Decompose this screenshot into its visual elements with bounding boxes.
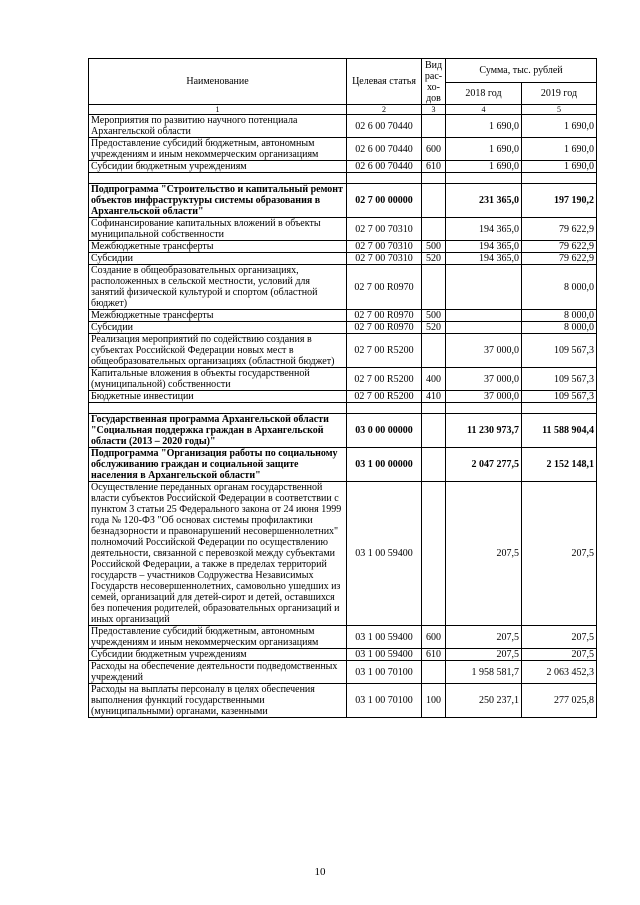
row-vid: [422, 661, 446, 684]
row-2018: 1 690,0: [446, 138, 522, 161]
table-row: [89, 368, 597, 391]
row-name: Мероприятия по развитию научного потенциала Архангельской области: [89, 115, 347, 138]
row-2019: 11 588 904,4: [522, 414, 597, 448]
row-2019: 1 690,0: [522, 138, 597, 161]
row-code: 03 1 00 59400: [347, 649, 422, 661]
table-row: [89, 448, 597, 482]
table-row: [89, 218, 597, 241]
table-row: [89, 265, 597, 310]
row-name: Субсидии: [89, 322, 347, 334]
header-year-2018: 2018 год: [446, 83, 522, 105]
row-2019: 8 000,0: [522, 310, 597, 322]
row-2018: 207,5: [446, 649, 522, 661]
row-name: Расходы на обеспечение деятельности подведомственных учреждений: [89, 661, 347, 684]
row-2019: 8 000,0: [522, 322, 597, 334]
row-2018: 37 000,0: [446, 391, 522, 403]
row-2018: [446, 265, 522, 310]
table-row: [89, 661, 597, 684]
row-2018: 37 000,0: [446, 334, 522, 368]
row-code: 02 7 00 R5200: [347, 391, 422, 403]
table-row: [89, 241, 597, 253]
row-vid: [422, 334, 446, 368]
row-2019: 109 567,3: [522, 368, 597, 391]
page-number: 10: [314, 866, 326, 878]
row-code: 03 1 00 59400: [347, 626, 422, 649]
row-code: 03 0 00 00000: [347, 414, 422, 448]
row-2018: 207,5: [446, 626, 522, 649]
row-code: 03 1 00 70100: [347, 661, 422, 684]
table-row: [89, 684, 597, 718]
table-row: [89, 310, 597, 322]
row-2018: 250 237,1: [446, 684, 522, 718]
row-vid: 600: [422, 138, 446, 161]
row-code: 02 7 00 R0970: [347, 310, 422, 322]
row-code: 02 7 00 R0970: [347, 265, 422, 310]
header-vid: Вид рас- хо- дов: [422, 59, 446, 105]
table-row: [89, 414, 597, 448]
header-year-2019: 2019 год: [522, 83, 597, 105]
row-2019: 109 567,3: [522, 334, 597, 368]
row-2019: 1 690,0: [522, 115, 597, 138]
row-code: 03 1 00 59400: [347, 482, 422, 626]
row-name: Субсидии бюджетным учреждениям: [89, 649, 347, 661]
row-code: 03 1 00 00000: [347, 448, 422, 482]
row-2019: 2 063 452,3: [522, 661, 597, 684]
row-2019: 207,5: [522, 482, 597, 626]
row-vid: [422, 265, 446, 310]
row-2018: 2 047 277,5: [446, 448, 522, 482]
row-2018: 1 690,0: [446, 161, 522, 173]
row-vid: 410: [422, 391, 446, 403]
row-name: Субсидии бюджетным учреждениям: [89, 161, 347, 173]
row-2019: 207,5: [522, 626, 597, 649]
row-vid: [422, 184, 446, 218]
row-vid: [422, 115, 446, 138]
row-name: Межбюджетные трансферты: [89, 241, 347, 253]
header-number: 4: [446, 105, 522, 115]
row-code: 02 7 00 R5200: [347, 334, 422, 368]
row-2018: 207,5: [446, 482, 522, 626]
row-code: 02 7 00 70310: [347, 241, 422, 253]
row-2018: 194 365,0: [446, 241, 522, 253]
table-row: [89, 161, 597, 173]
row-2019: 207,5: [522, 649, 597, 661]
table-row: [89, 184, 597, 218]
row-vid: 500: [422, 241, 446, 253]
row-vid: 500: [422, 310, 446, 322]
row-name: Межбюджетные трансферты: [89, 310, 347, 322]
table-row: [89, 322, 597, 334]
table-row: [89, 138, 597, 161]
row-vid: 520: [422, 322, 446, 334]
row-2019: 1 690,0: [522, 161, 597, 173]
row-code: 02 6 00 70440: [347, 138, 422, 161]
row-code: 03 1 00 70100: [347, 684, 422, 718]
table-row: [89, 115, 597, 138]
row-code: 02 7 00 00000: [347, 184, 422, 218]
row-code: 02 7 00 R5200: [347, 368, 422, 391]
row-name: Подпрограмма "Организация работы по социальному обслуживанию граждан и социальной защите населения в Архангельской области": [89, 448, 347, 482]
row-2018: 194 365,0: [446, 218, 522, 241]
row-name: Осуществление переданных органам государственной власти субъектов Российской Федерации в соответствии с пунктом 3 статьи 25 Федерального закона от 24 июня 1999 года № 120-ФЗ "Об основах системы профилактики безнадзорности и правонарушений несовершеннолетних" полномочий Российской Федерации по осуществлению деятельности, связанной с перевозкой между субъектами Российской Федерации, а также в пределах территорий государств – участников Содружества Независимых Государств несовершеннолетних, самовольно ушедших из семей, организаций для детей-сирот и детей, оставшихся без попечения родителей, образовательных организаций и иных организаций: [89, 482, 347, 626]
row-name: Капитальные вложения в объекты государственной (муниципальной) собственности: [89, 368, 347, 391]
row-2019: 8 000,0: [522, 265, 597, 310]
row-2019: 2 152 148,1: [522, 448, 597, 482]
row-2018: 194 365,0: [446, 253, 522, 265]
row-2019: 109 567,3: [522, 391, 597, 403]
row-name: Реализация мероприятий по содействию создания в субъектах Российской Федерации новых мест в общеобразовательных организациях (областной бюджет): [89, 334, 347, 368]
row-2019: 79 622,9: [522, 241, 597, 253]
budget-table: [88, 58, 597, 718]
row-2018: 1 690,0: [446, 115, 522, 138]
row-2018: 37 000,0: [446, 368, 522, 391]
table-row: [89, 253, 597, 265]
row-2019: 277 025,8: [522, 684, 597, 718]
row-name: Предоставление субсидий бюджетным, автономным учреждениям и иным некоммерческим организациям: [89, 138, 347, 161]
table-row: [89, 482, 597, 626]
row-2018: 11 230 973,7: [446, 414, 522, 448]
row-code: 02 6 00 70440: [347, 161, 422, 173]
row-code: 02 7 00 70310: [347, 253, 422, 265]
row-2019: 79 622,9: [522, 253, 597, 265]
header-numbers-row: [89, 105, 597, 115]
row-vid: [422, 448, 446, 482]
row-vid: [422, 218, 446, 241]
row-2018: [446, 310, 522, 322]
spacer-row: [89, 403, 597, 414]
row-name: Подпрограмма "Строительство и капитальный ремонт объектов инфраструктуры системы образования в Архангельской области": [89, 184, 347, 218]
header-name: Наименование: [89, 59, 347, 105]
row-2018: 1 958 581,7: [446, 661, 522, 684]
row-vid: [422, 482, 446, 626]
row-vid: 610: [422, 649, 446, 661]
header-code: Целевая статья: [347, 59, 422, 105]
row-vid: 600: [422, 626, 446, 649]
row-name: Создание в общеобразовательных организациях, расположенных в сельской местности, условий для занятий физической культурой и спортом (областной бюджет): [89, 265, 347, 310]
row-name: Субсидии: [89, 253, 347, 265]
header-number: 5: [522, 105, 597, 115]
table-row: [89, 391, 597, 403]
row-vid: 520: [422, 253, 446, 265]
spacer-row: [89, 173, 597, 184]
row-name: Софинансирование капитальных вложений в объекты муниципальной собственности: [89, 218, 347, 241]
row-2019: 197 190,2: [522, 184, 597, 218]
header-number: 2: [347, 105, 422, 115]
row-2018: [446, 322, 522, 334]
row-code: 02 7 00 R0970: [347, 322, 422, 334]
table-row: [89, 649, 597, 661]
table-row: [89, 626, 597, 649]
row-name: Расходы на выплаты персоналу в целях обеспечения выполнения функций государственными (муниципальными) органами, казенными: [89, 684, 347, 718]
header-number: 3: [422, 105, 446, 115]
row-2019: 79 622,9: [522, 218, 597, 241]
row-code: 02 7 00 70310: [347, 218, 422, 241]
row-vid: 610: [422, 161, 446, 173]
row-code: 02 6 00 70440: [347, 115, 422, 138]
table-row: [89, 334, 597, 368]
row-vid: 400: [422, 368, 446, 391]
row-name: Государственная программа Архангельской области "Социальная поддержка граждан в Архангельской области (2013 – 2020 годы)": [89, 414, 347, 448]
header-sum: Сумма, тыс. рублей: [446, 59, 597, 83]
row-name: Предоставление субсидий бюджетным, автономным учреждениям и иным некоммерческим организациям: [89, 626, 347, 649]
row-vid: [422, 414, 446, 448]
row-vid: 100: [422, 684, 446, 718]
header-number: 1: [89, 105, 347, 115]
row-name: Бюджетные инвестиции: [89, 391, 347, 403]
row-2018: 231 365,0: [446, 184, 522, 218]
